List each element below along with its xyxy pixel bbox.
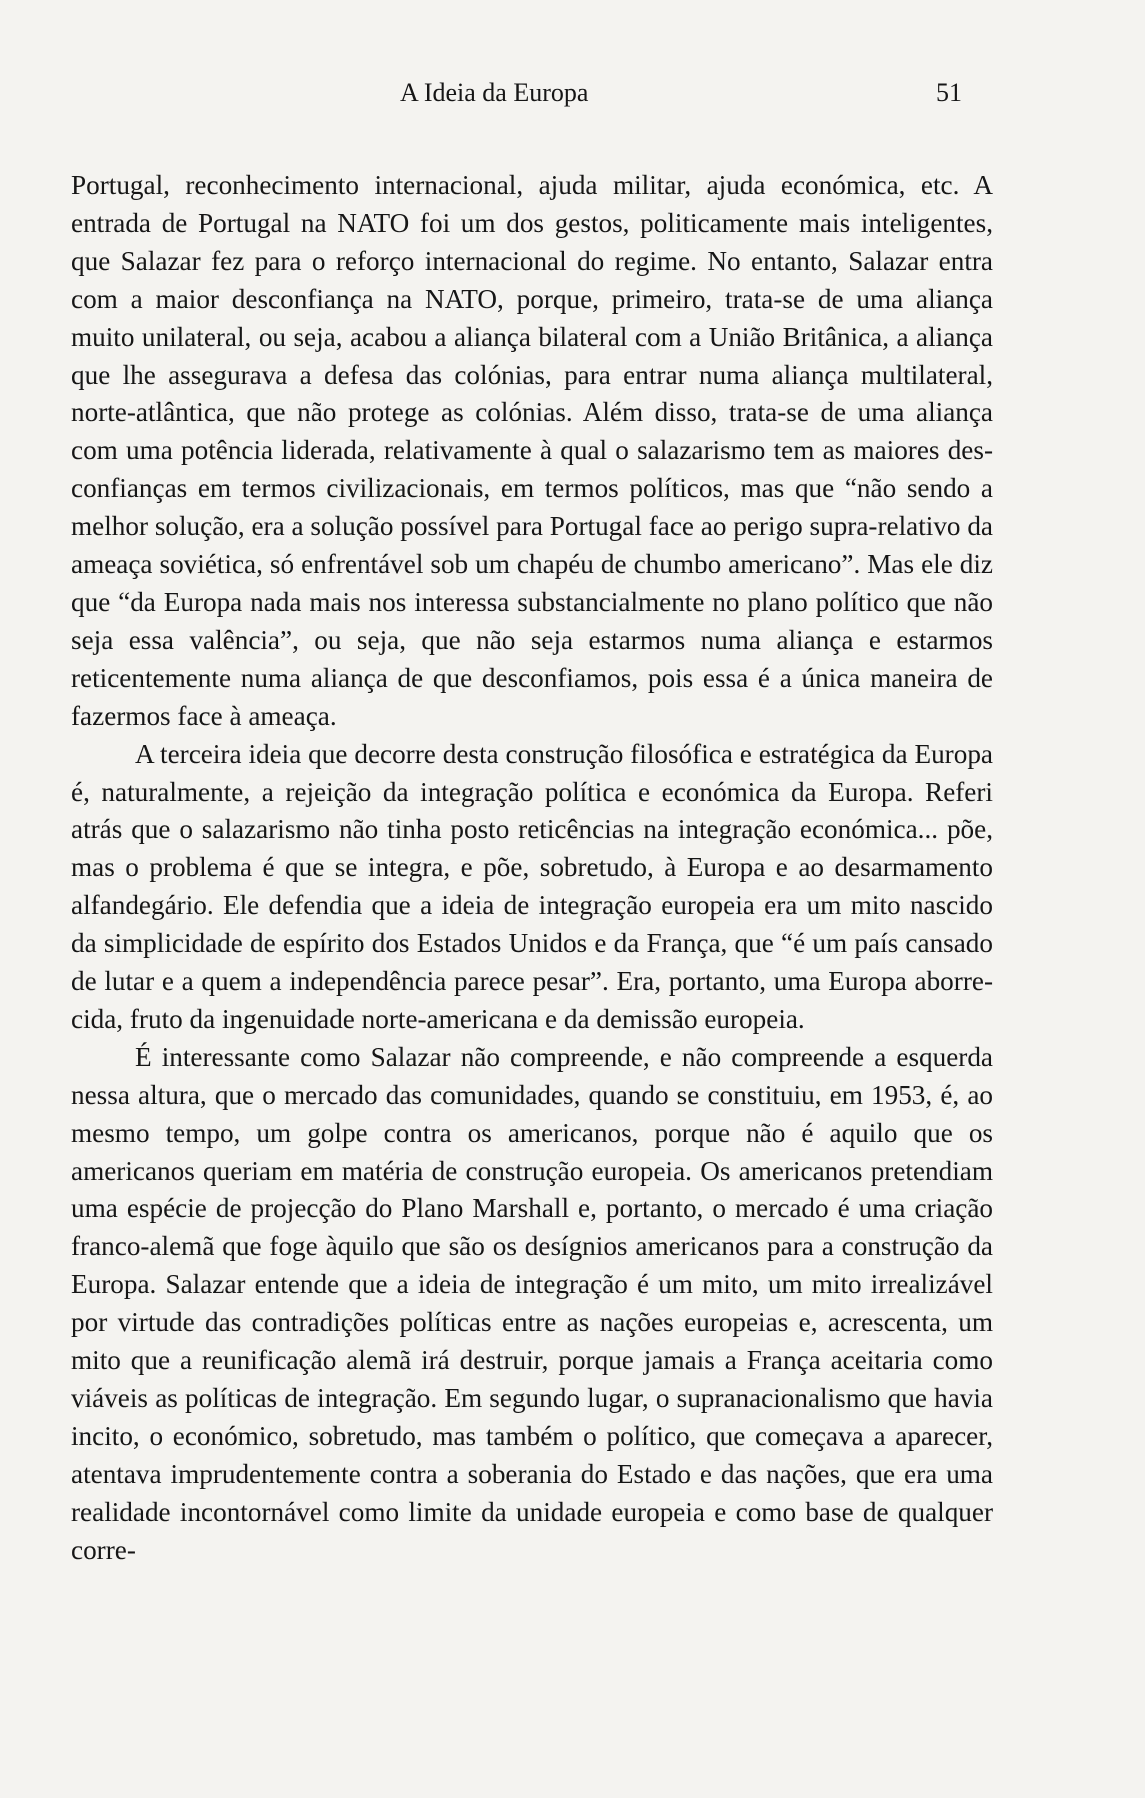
page-number: 51 xyxy=(936,78,962,107)
paragraph-third-idea: A terceira ideia que decorre desta construção filosófica e estratégica da Europa é, naturalmente, a rejeição da integração política e económica da Europa. Referi atrás que o salazarismo não tinha posto reticências na integração económica... põe, mas o problema é que se integra, e põe, sobretudo, à Europa e ao desarmamento alfandegário. Ele defendia que a ideia de integração europeia era um mito nascido da simplicidade de espírito dos Estados Unidos e da França, que “é um país cansado de lutar e a quem a independência parece pesar”. Era, portanto, uma Europa aborrecida, fruto da ingenuidade norte-americana e da demissão europeia. xyxy=(71,738,993,1034)
running-title: A Ideia da Europa xyxy=(400,78,589,107)
paragraph-salazar-integration: É interessante como Salazar não compreende, e não compreende a esquerda nessa altura, que o mercado das comunidades, quando se constituiu, em 1953, é, ao mesmo tempo, um golpe contra os americanos, porque não é aquilo que os americanos queriam em matéria de construção europeia. Os americanos pretendiam uma espécie de projecção do Plano Marshall e, portanto, o mercado é uma criação franco-alemã que foge àquilo que são os desígnios americanos para a construção da Europa. Salazar entende que a ideia de integração é um mito, um mito irrealizável por virtude das contradições políticas entre as nações europeias e, acrescenta, um mito que a reunificação alemã irá destruir, porque jamais a França aceitaria como viáveis as políticas de integração. Em segundo lugar, o supranacionalismo que havia incito, o económico, sobretudo, mas também o político, que começava a aparecer, atentava imprudentemente contra a soberania do Estado e das nações, que era uma realidade incontornável como limite da unidade europeia e como base de qualquer corre- xyxy=(71,1041,993,1565)
running-header xyxy=(0,78,1145,118)
body-text xyxy=(71,167,993,1570)
paragraph-continuation: Portugal, reconhecimento internacional, ajuda militar, ajuda económica, etc. A entrada de Portugal na NATO foi um dos gestos, politicamente mais inteligentes, que Salazar fez para o reforço internacional do regime. No entanto, Salazar entra com a maior desconfiança na NATO, porque, primeiro, trata-se de uma aliança muito unilateral, ou seja, acabou a aliança bilateral com a União Britânica, a aliança que lhe assegurava a defesa das colónias, para entrar numa aliança multilateral, norte-atlântica, que não protege as colónias. Além disso, trata-se de uma aliança com uma potência liderada, relativamente à qual o salazarismo tem as maiores desconfianças em termos civilizacionais, em termos políticos, mas que “não sendo a melhor solução, era a solução possível para Portugal face ao perigo supra-relativo da ameaça soviética, só enfrentável sob um chapéu de chumbo americano”. Mas ele diz que “da Europa nada mais nos interessa substancialmente no plano político que não seja essa valência”, ou seja, que não seja estarmos numa aliança e estarmos reticentemente numa aliança de que desconfiamos, pois essa é a única maneira de fazermos face à ameaça. xyxy=(71,170,993,731)
